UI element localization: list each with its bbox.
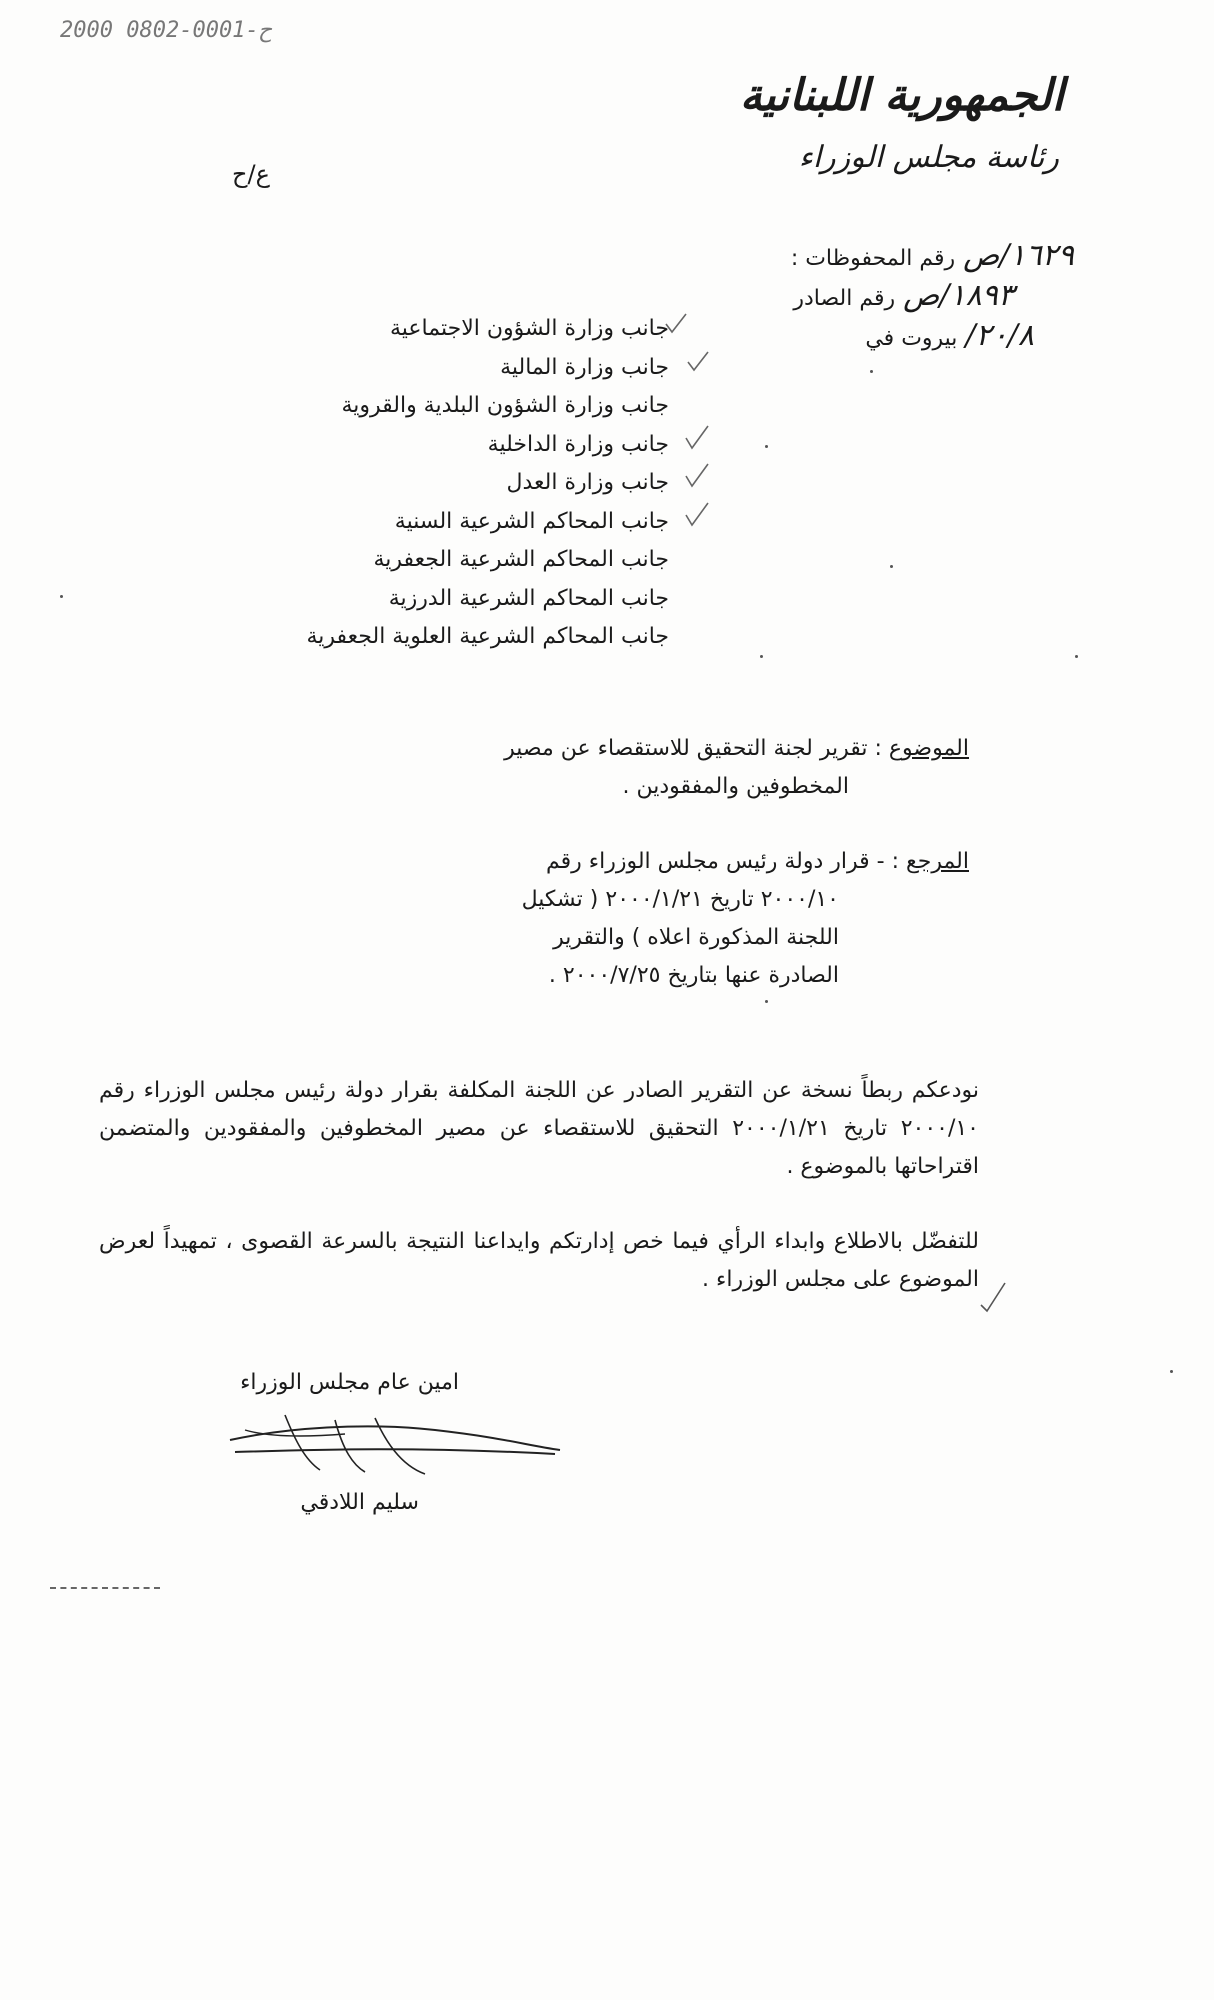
scan-mark	[50, 1587, 160, 1589]
reference-label: المرجع	[906, 849, 969, 874]
scan-speck	[760, 655, 763, 658]
check-mark-icon	[975, 1275, 1015, 1315]
outgoing-label: رقم الصادر	[793, 286, 896, 311]
body-paragraph-2: للتفضّل بالاطلاع وابداء الرأي فيما خص إدارتكم وايداعنا النتيجة بالسرعة القصوى ، تمهيداً لعرض الموضوع على مجلس الوزراء .	[99, 1229, 979, 1292]
scan-speck	[1170, 1370, 1173, 1373]
date-label: بيروت في	[865, 326, 958, 351]
letterhead-country: الجمهورية اللبنانية	[739, 70, 1064, 121]
reference-code: ع/ح	[232, 160, 270, 188]
archive-number: 2000 0802-0001-ح	[60, 18, 272, 43]
recipient-item: جانب وزارة الداخلية	[487, 431, 669, 457]
recipient-item: جانب وزارة المالية	[500, 354, 669, 380]
recipient-item: جانب المحاكم الشرعية السنية	[394, 508, 669, 534]
date-value: ٢٠/٨/	[965, 318, 1034, 353]
signature-title: امين عام مجلس الوزراء	[240, 1370, 459, 1395]
check-mark-icon	[686, 503, 708, 525]
recipient-item: جانب المحاكم الشرعية الجعفرية	[373, 547, 669, 572]
scan-speck	[765, 1000, 768, 1003]
archive-value: ١٦٢٩/ص	[963, 238, 1074, 273]
scan-speck	[890, 565, 893, 568]
check-mark-icon	[686, 426, 708, 448]
scan-speck	[60, 595, 63, 598]
subject-label: الموضوع	[888, 736, 969, 761]
scan-speck	[870, 370, 873, 373]
recipient-list	[306, 310, 669, 657]
recipient-item: جانب المحاكم الشرعية العلوية الجعفرية	[306, 624, 669, 649]
outgoing-number-row	[793, 278, 1074, 313]
scan-speck	[765, 445, 768, 448]
recipient-item: جانب وزارة الشؤون البلدية والقروية	[341, 393, 669, 418]
reference-line-2: ٢٠٠٠/١٠ تاريخ ٢٠٠٠/١/٢١ ( تشكيل	[521, 887, 839, 912]
scan-speck	[1075, 655, 1078, 658]
letterhead-office: رئاسة مجلس الوزراء	[798, 140, 1059, 175]
archive-label: رقم المحفوظات :	[790, 246, 956, 271]
subject-line-1: : تقرير لجنة التحقيق للاستقصاء عن مصير	[504, 736, 882, 761]
date-row	[865, 318, 1074, 353]
reference-line-4: الصادرة عنها بتاريخ ٢٠٠٠/٧/٢٥ .	[548, 963, 839, 988]
check-marks	[660, 310, 720, 570]
signature-scribble	[225, 1410, 565, 1490]
subject-line-2: المخطوفين والمفقودين .	[622, 774, 849, 799]
body-paragraph-1: نودعكم ربطاً نسخة عن التقرير الصادر عن اللجنة المكلفة بقرار دولة رئيس مجلس الوزراء رقم ٢٠٠٠/١٠ تاريخ ٢٠٠٠/١/٢١ التحقيق للاستقصاء عن مصير المخطوفين والمفقودين والمتضمن اقتراحاتها بالموضوع .	[99, 1078, 979, 1179]
check-mark-icon	[666, 314, 686, 332]
reference-block	[349, 843, 969, 995]
signature-name: سليم اللادقي	[300, 1490, 419, 1515]
recipient-item: جانب وزارة الشؤون الاجتماعية	[390, 316, 669, 341]
recipient-item: جانب المحاكم الشرعية الدرزية	[388, 585, 669, 611]
archive-number-row	[791, 238, 1074, 273]
reference-line-3: اللجنة المذكورة اعلاه ) والتقرير	[553, 925, 839, 950]
outgoing-value: ١٨٩٣/ص	[903, 278, 1014, 313]
reference-line-1: : - قرار دولة رئيس مجلس الوزراء رقم	[545, 849, 900, 874]
check-mark-icon	[688, 352, 708, 370]
subject-block	[349, 730, 969, 806]
recipient-item: جانب وزارة العدل	[506, 470, 669, 495]
check-mark-icon	[686, 464, 708, 486]
